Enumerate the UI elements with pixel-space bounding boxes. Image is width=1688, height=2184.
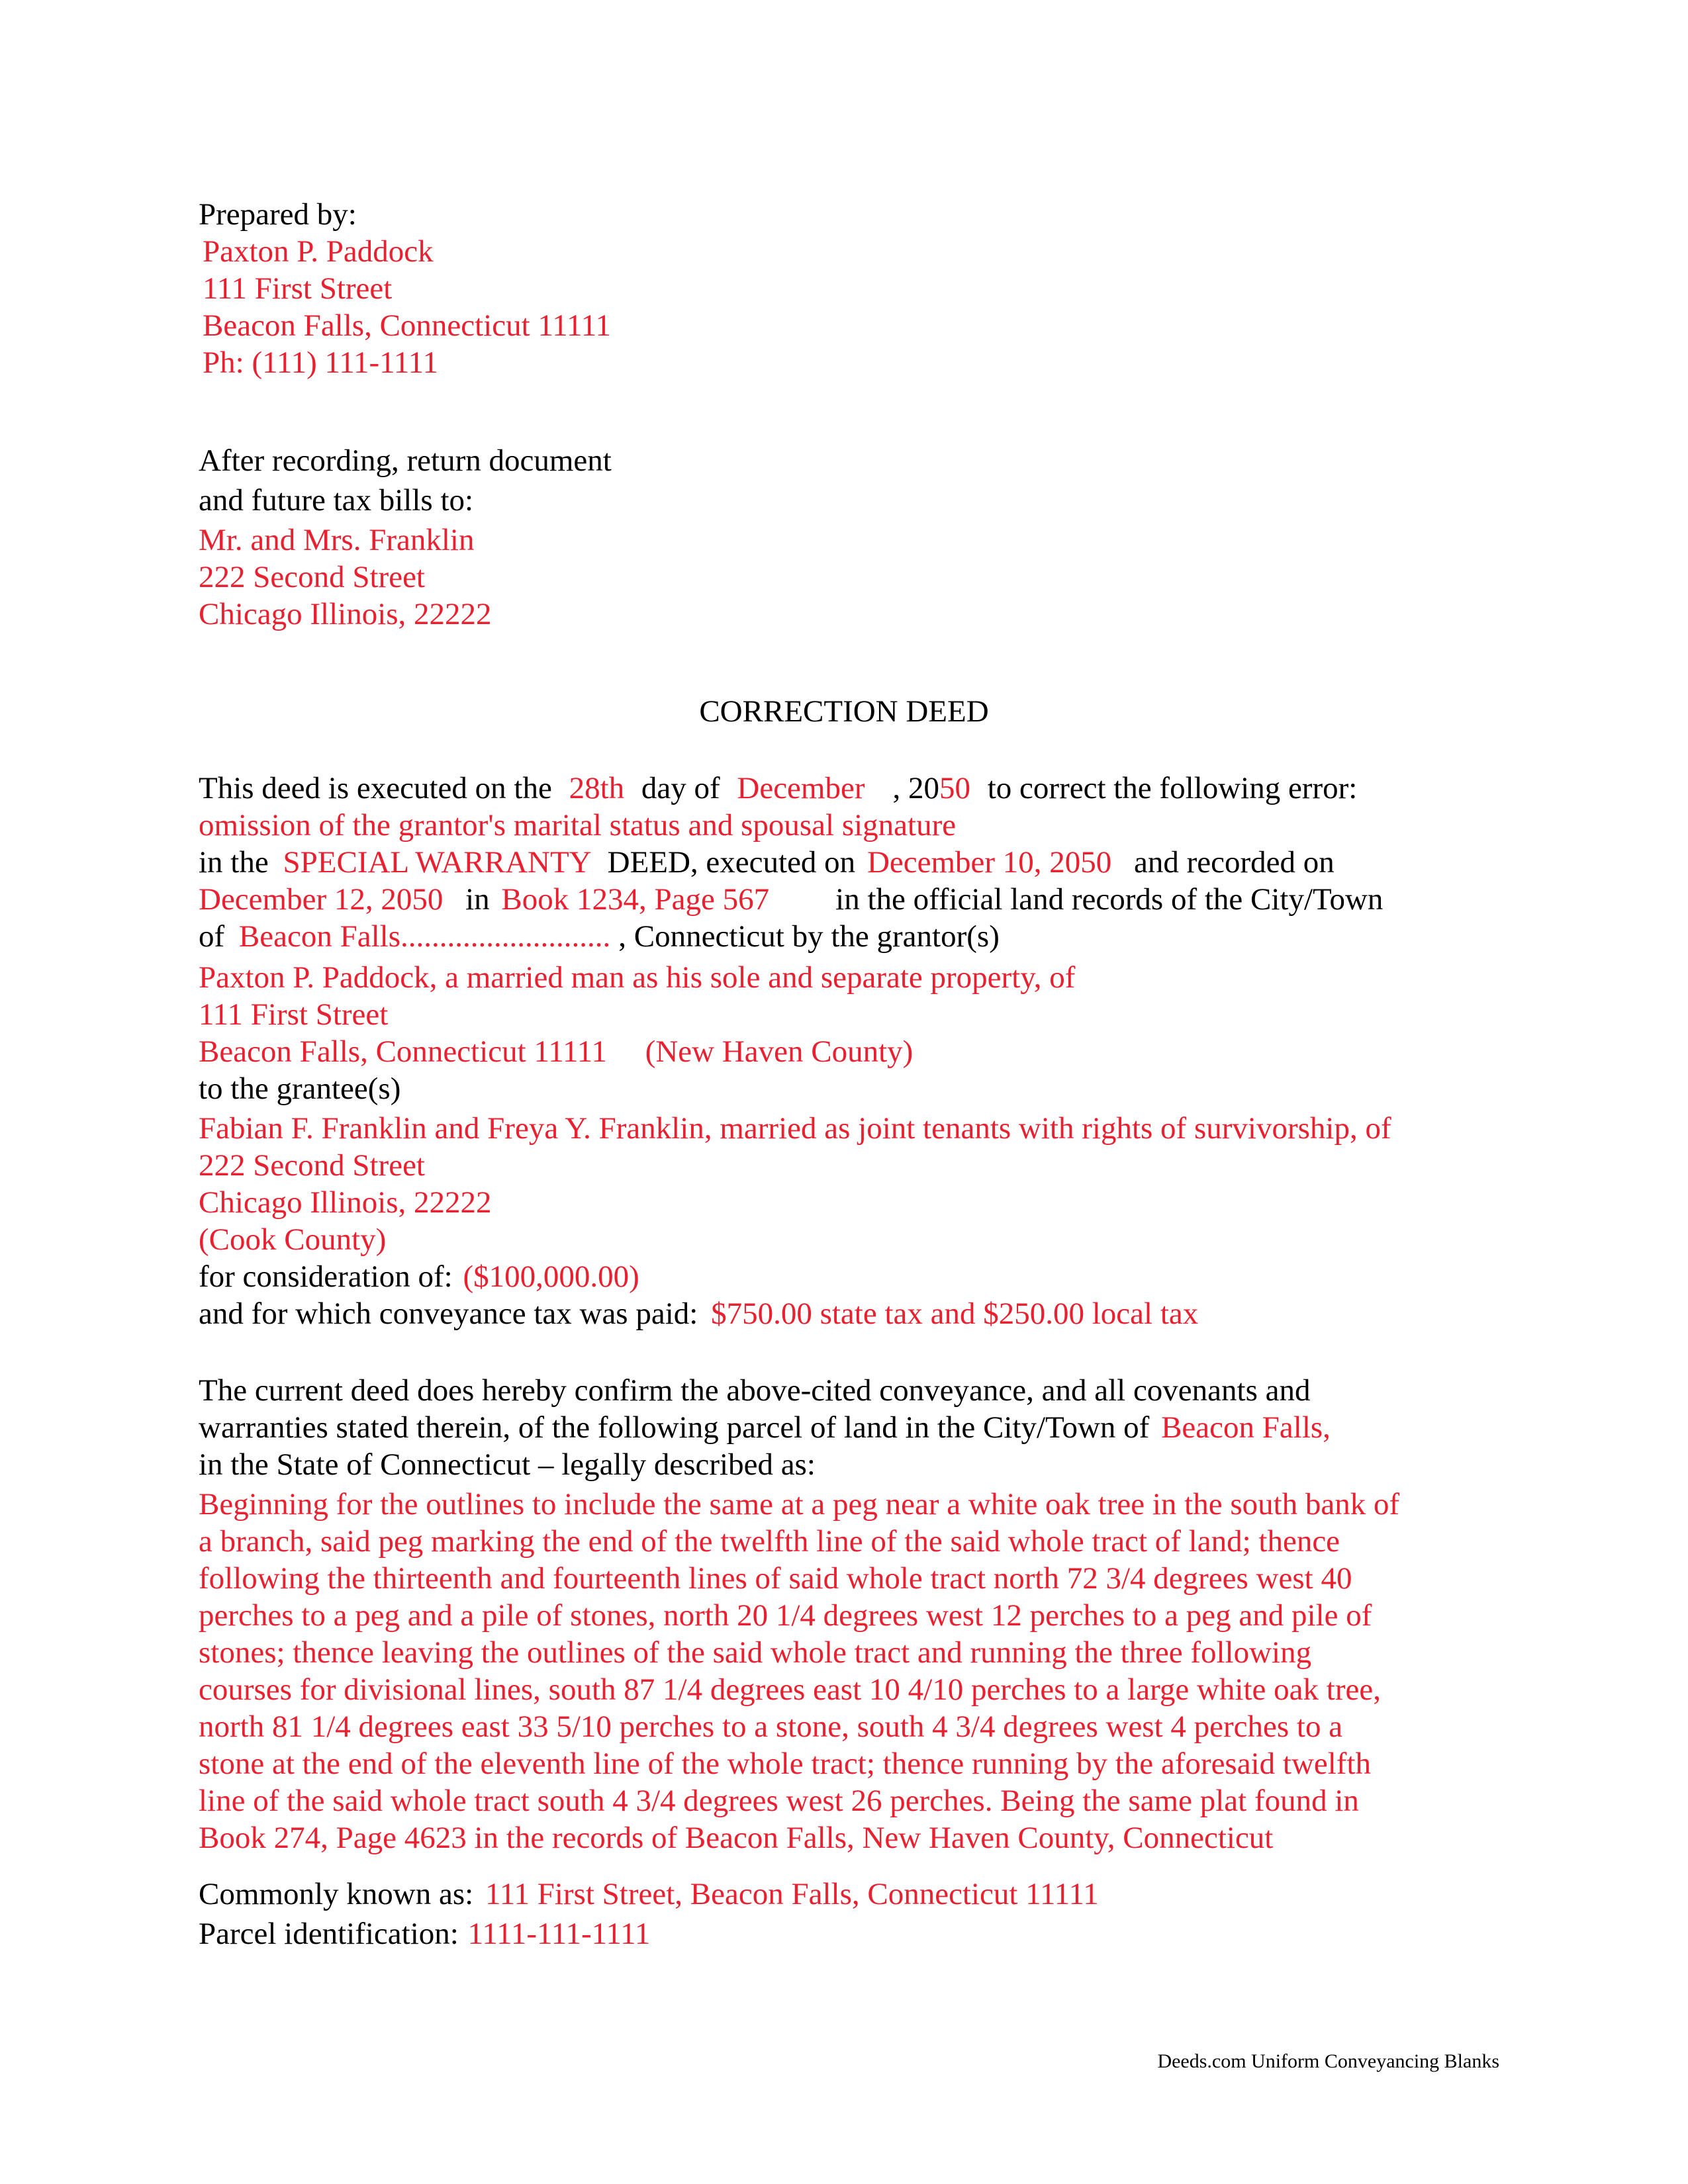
legal-line: line of the said whole tract south 4 3/4 degrees west 26 perches. Being the same plat found in: [199, 1784, 1359, 1818]
book-page: Book 1234, Page 567: [501, 882, 770, 917]
preparer-city: Beacon Falls, Connecticut 11111: [203, 308, 611, 343]
town-line: [199, 918, 1391, 955]
deed-body: [199, 770, 1391, 1332]
tax-line: [199, 1295, 1391, 1332]
preparer-street: 111 First Street: [203, 271, 393, 306]
executed-line: [199, 770, 1391, 807]
legal-line: stone at the end of the eleventh line of the whole tract; thence running by the aforesaid twelfth: [199, 1747, 1372, 1781]
return-street: 222 Second Street: [199, 560, 425, 594]
official-records-text: in the official land records of the City/Town: [835, 882, 1383, 917]
footer-credit: Deeds.com Uniform Conveyancing Blanks: [1157, 2050, 1499, 2072]
of-text: of: [199, 919, 225, 954]
executed-month: December: [737, 771, 865, 805]
document-title: CORRECTION DEED: [699, 694, 989, 729]
recorded-line: [199, 881, 1391, 918]
consideration-amount: ($100,000.00): [463, 1259, 639, 1294]
confirm-line-3: in the State of Connecticut – legally described as:: [199, 1447, 816, 1482]
consideration-label: for consideration of:: [199, 1259, 453, 1294]
commonly-known-line: [199, 1876, 1099, 1915]
grantee-city: Chicago Illinois, 22222: [199, 1185, 492, 1220]
return-to-block: [199, 442, 612, 633]
preparer-name: Paxton P. Paddock: [203, 234, 434, 269]
consideration-line: [199, 1258, 1391, 1295]
preparer-block: [199, 196, 611, 381]
legal-line: Book 274, Page 4623 in the records of Beacon Falls, New Haven County, Connecticut: [199, 1821, 1274, 1855]
grantor-street: 111 First Street: [199, 997, 389, 1032]
deed-executed-on: DEED, executed on: [607, 845, 856, 880]
day-of-text: day of: [641, 771, 720, 805]
return-label-2: and future tax bills to:: [199, 483, 474, 518]
confirm-town: Beacon Falls,: [1161, 1410, 1331, 1445]
return-name: Mr. and Mrs. Franklin: [199, 523, 475, 557]
recorded-on-text: and recorded on: [1134, 845, 1335, 880]
in-text: in: [465, 882, 490, 917]
tax-amount: $750.00 state tax and $250.00 local tax: [711, 1297, 1199, 1331]
parcel-label: Parcel identification:: [199, 1917, 459, 1951]
grantor-city-line: [199, 1033, 1391, 1070]
deed-type: SPECIAL WARRANTY: [283, 845, 590, 880]
grantor-county: (New Haven County): [645, 1034, 914, 1069]
legal-line: Beginning for the outlines to include the same at a peg near a white oak tree in the south bank of: [199, 1487, 1400, 1522]
commonly-known-value: 111 First Street, Beacon Falls, Connecticut 11111: [485, 1877, 1099, 1911]
deed-type-line: [199, 844, 1391, 881]
executed-prefix: This deed is executed on the: [199, 771, 552, 805]
confirm-line-2-text: warranties stated therein, of the following parcel of land in the City/Town of: [199, 1410, 1150, 1445]
confirm-line-2: [199, 1409, 1331, 1446]
confirm-line-1: The current deed does hereby confirm the above-cited conveyance, and all covenants and: [199, 1373, 1311, 1408]
recorded-date: December 12, 2050: [199, 882, 444, 917]
town-name: Beacon Falls: [238, 919, 400, 954]
grantor-name: Paxton P. Paddock, a married man as his sole and separate property, of: [199, 960, 1076, 995]
to-grantee-text: to the grantee(s): [199, 1071, 401, 1106]
preparer-phone: Ph: (111) 111-1111: [203, 345, 438, 380]
grantee-street: 222 Second Street: [199, 1148, 425, 1183]
tax-label: and for which conveyance tax was paid:: [199, 1297, 698, 1331]
return-city: Chicago Illinois, 22222: [199, 597, 492, 631]
preparer-label: Prepared by:: [199, 197, 357, 232]
parcel-value: 1111-111-1111: [467, 1917, 651, 1951]
commonly-known-label: Commonly known as:: [199, 1877, 474, 1911]
error-description: omission of the grantor's marital status and spousal signature: [199, 808, 957, 842]
property-id-block: [199, 1876, 1099, 1952]
town-dots: ...........................: [400, 919, 611, 954]
return-label-1: After recording, return document: [199, 443, 612, 478]
legal-line: a branch, said peg marking the end of the twelfth line of the said whole tract of land; thence: [199, 1524, 1340, 1559]
legal-line: north 81 1/4 degrees east 33 5/10 perches to a stone, south 4 3/4 degrees west 4 perches to a: [199, 1709, 1343, 1744]
correct-text: to correct the following error:: [987, 771, 1358, 805]
legal-line: courses for divisional lines, south 87 1/4 degrees east 10 4/10 perches to a large white oak tree,: [199, 1672, 1381, 1707]
confirm-block: [199, 1372, 1331, 1483]
legal-line: following the thirteenth and fourteenth lines of said whole tract north 72 3/4 degrees west 40: [199, 1561, 1352, 1596]
year-suffix: 50: [939, 771, 970, 805]
grantee-county: (Cook County): [199, 1222, 387, 1257]
parcel-line: [199, 1915, 1099, 1952]
in-the-text: in the: [199, 845, 269, 880]
legal-line: perches to a peg and a pile of stones, north 20 1/4 degrees west 12 perches to a peg and pile of: [199, 1598, 1372, 1633]
connecticut-grantor-text: , Connecticut by the grantor(s): [618, 919, 1000, 954]
executed-date: December 10, 2050: [867, 845, 1112, 880]
year-prefix: , 20: [892, 771, 939, 805]
executed-day: 28th: [569, 771, 625, 805]
legal-description: [199, 1486, 1483, 1856]
legal-line: stones; thence leaving the outlines of the said whole tract and running the three following: [199, 1635, 1312, 1670]
grantee-name: Fabian F. Franklin and Freya Y. Franklin, married as joint tenants with rights of survivorship, of: [199, 1111, 1391, 1146]
grantor-city: Beacon Falls, Connecticut 11111: [199, 1034, 607, 1069]
